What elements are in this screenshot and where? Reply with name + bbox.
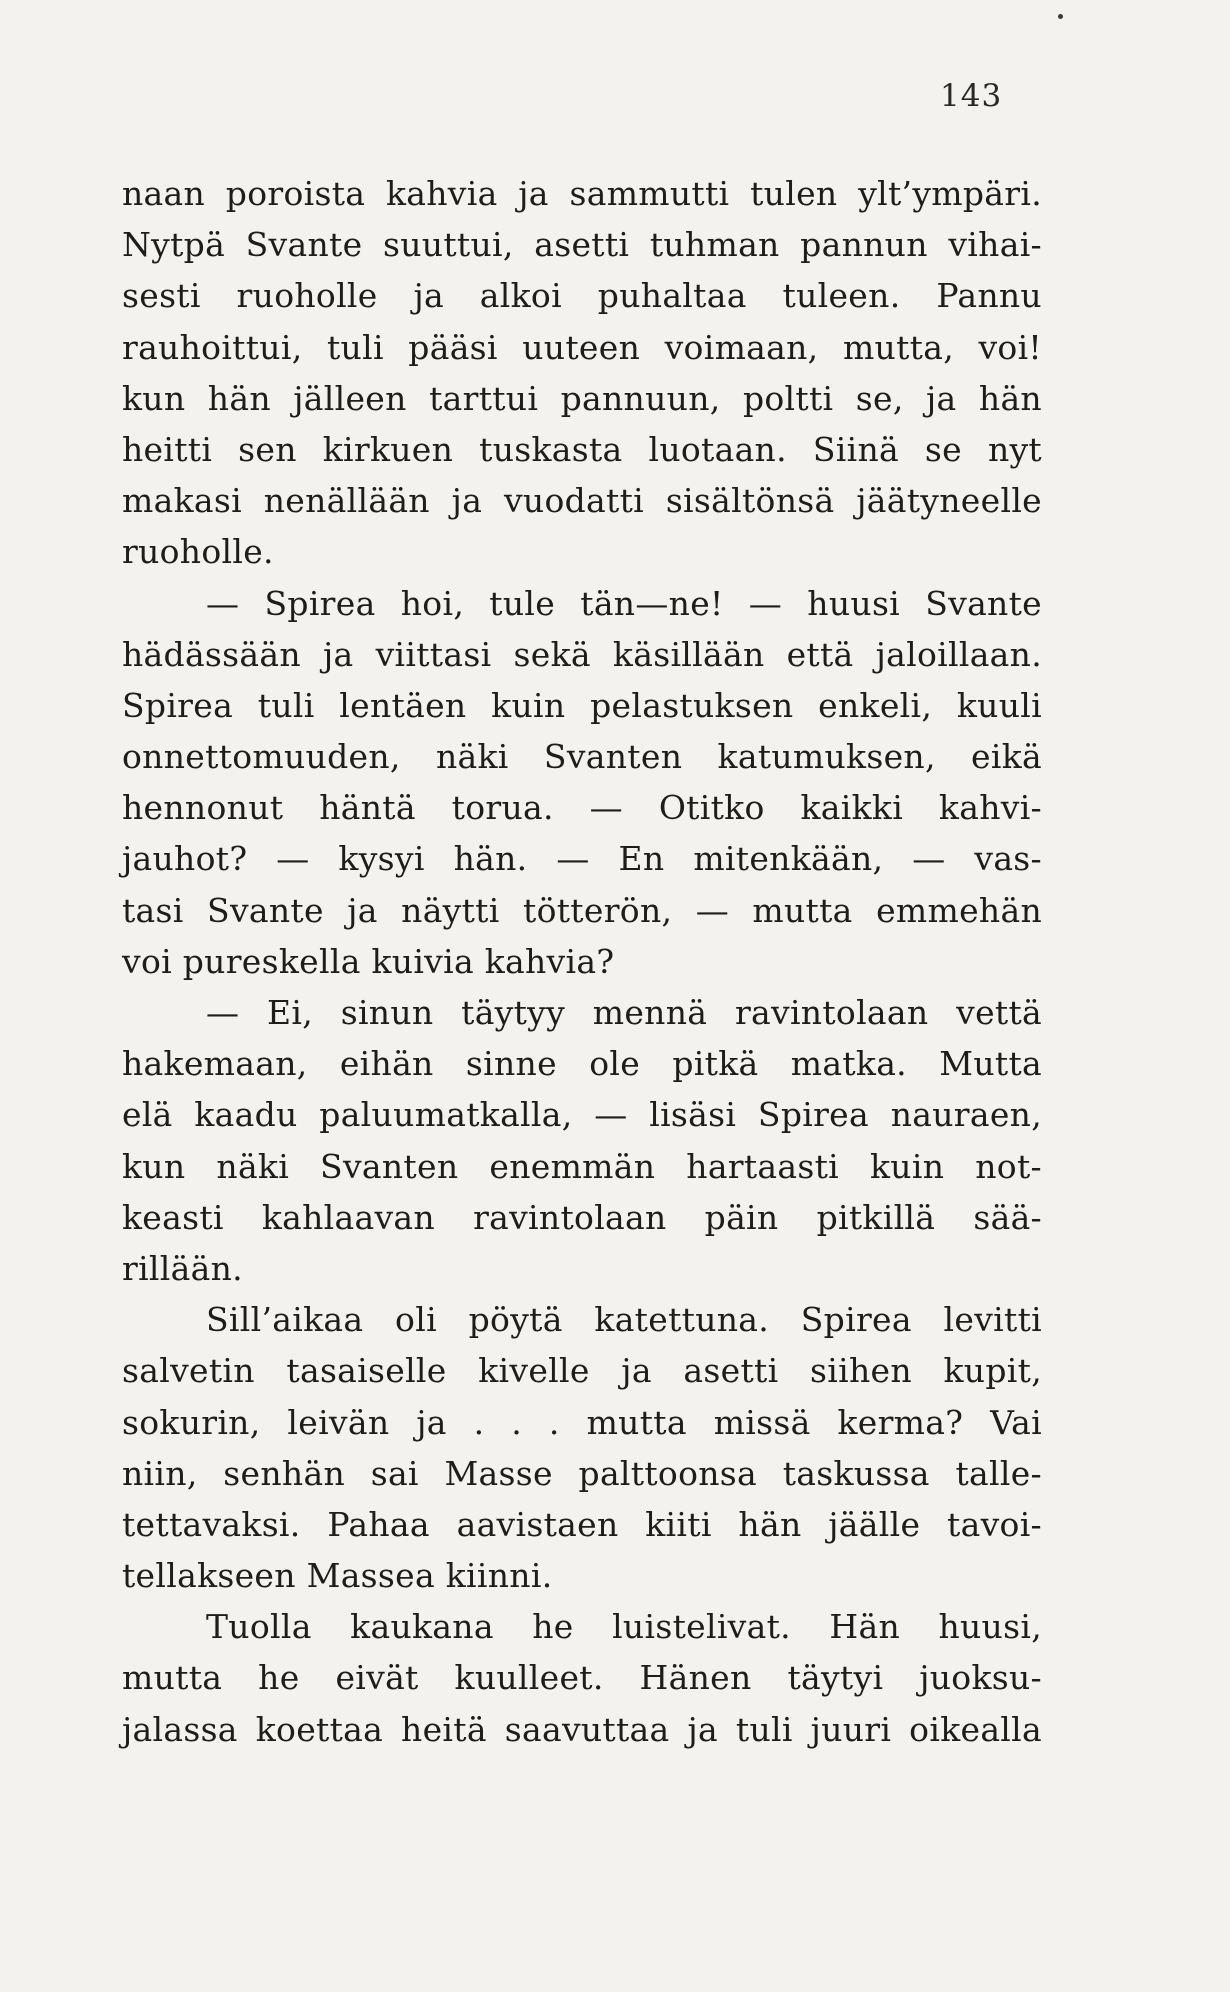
text-line: hädässään ja viittasi sekä käsillään että jaloillaan. <box>122 634 1042 674</box>
text-line: Sill’aikaa oli pöytä katettuna. Spirea levitti <box>206 1300 1042 1340</box>
text-line: naan poroista kahvia ja sammutti tulen ylt’ympäri. <box>122 174 1042 213</box>
text-line: tasi Svante ja näytti tötterön, — mutta emmehän <box>122 890 1042 930</box>
text-line: keasti kahlaavan ravintolaan päin pitkillä sää- <box>122 1197 1042 1237</box>
page-number: 143 <box>940 78 1003 114</box>
text-line: niin, senhän sai Masse palttoonsa taskussa talle- <box>122 1453 1042 1493</box>
text-line: hakemaan, eihän sinne ole pitkä matka. Mutta <box>122 1044 1042 1084</box>
text-line: mutta he eivät kuulleet. Hänen täytyi juoksu- <box>122 1658 1042 1698</box>
text-line: Nytpä Svante suuttui, asetti tuhman pannun vihai- <box>122 225 1042 265</box>
text-line: sesti ruoholle ja alkoi puhaltaa tuleen. Pannu <box>122 276 1042 316</box>
text-line: jalassa koettaa heitä saavuttaa ja tuli juuri oikealla <box>122 1709 1042 1749</box>
text-line: salvetin tasaiselle kivelle ja asetti siihen kupit, <box>122 1351 1042 1391</box>
text-line: rauhoittui, tuli pääsi uuteen voimaan, mutta, voi! <box>122 327 1042 367</box>
text-line: kun näki Svanten enemmän hartaasti kuin not- <box>122 1146 1042 1186</box>
text-line: makasi nenällään ja vuodatti sisältönsä jäätyneelle <box>122 481 1042 521</box>
text-line: heitti sen kirkuen tuskasta luotaan. Siinä se nyt <box>122 429 1042 469</box>
text-line: — Spirea hoi, tule tän—ne! — huusi Svante <box>206 583 1042 623</box>
text-line: tellakseen Massea kiinni. <box>122 1556 553 1596</box>
body-text <box>122 168 1042 1755</box>
text-line: rillään. <box>122 1248 243 1288</box>
text-line: jauhot? — kysyi hän. — En mitenkään, — vas- <box>122 839 1042 879</box>
text-line: — Ei, sinun täytyy mennä ravintolaan vettä <box>206 993 1042 1032</box>
text-line: voi pureskella kuivia kahvia? <box>122 941 615 981</box>
text-line: Tuolla kaukana he luistelivat. Hän huusi, <box>206 1607 1042 1647</box>
text-line: sokurin, leivän ja . . . mutta missä kerma? Vai <box>122 1402 1042 1442</box>
text-line: Spirea tuli lentäen kuin pelastuksen enkeli, kuuli <box>122 685 1042 725</box>
text-line: kun hän jälleen tarttui pannuun, poltti se, ja hän <box>122 378 1042 418</box>
text-line: ruoholle. <box>122 532 274 572</box>
text-line: elä kaadu paluumatkalla, — lisäsi Spirea nauraen, <box>122 1095 1042 1135</box>
page-speck <box>1058 14 1063 19</box>
text-line: hennonut häntä torua. — Otitko kaikki kahvi- <box>122 788 1042 828</box>
text-line: tettavaksi. Pahaa aavistaen kiiti hän jäälle tavoi- <box>122 1504 1042 1544</box>
text-line: onnettomuuden, näki Svanten katumuksen, eikä <box>122 737 1042 777</box>
